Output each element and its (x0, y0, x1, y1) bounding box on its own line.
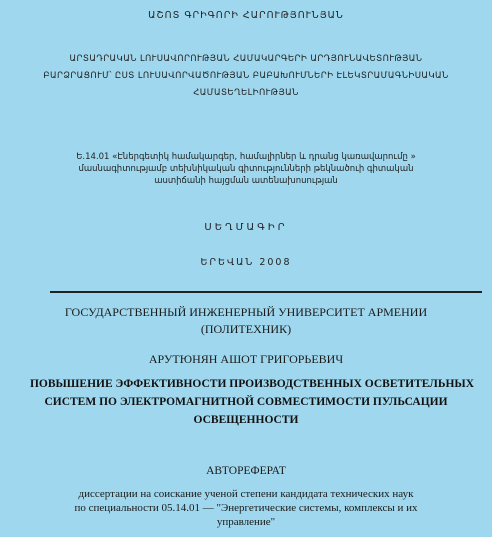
armenian-specialty-line-3: աստիճանի հայցման ատենախոսության (154, 176, 338, 186)
armenian-doc-type: ՍԵՂՄԱԳԻՐ (204, 222, 288, 233)
russian-title-line-3: ОСВЕЩЕННОСТИ (193, 414, 299, 426)
section-divider (50, 291, 482, 293)
russian-university-line-1: ГОСУДАРСТВЕННЫЙ ИНЖЕНЕРНЫЙ УНИВЕРСИТЕТ АРМЕНИИ (64, 305, 428, 319)
russian-university-line-2: (ПОЛИТЕХНИК) (200, 322, 292, 336)
russian-dissertation-line-3: управление" (216, 516, 276, 528)
russian-title-line-2: СИСТЕМ ПО ЭЛЕКТРОМАГНИТНОЙ СОВМЕСТИМОСТИ ПУЛЬСАЦИИ (44, 396, 448, 408)
russian-dissertation-line-1: диссертации на соискание ученой степени кандидата технических наук (78, 488, 414, 500)
armenian-title-line-2: ԲԱՐՁՐԱՑՈՒՄ՝ ԸՍՏ ԼՈՒՍԱՎՈՐՎԱԾՈՒԹՅԱՆ ԲԱԲԱԽՈՒՄՆԵՐԻ ԷԼԵԿՏՐԱՄԱԳՆԻՍԱԿԱՆ (43, 71, 449, 81)
russian-title-line-1: ПОВЫШЕНИЕ ЭФФЕКТИВНОСТИ ПРОИЗВОДСТВЕННЫХ ОСВЕТИТЕЛЬНЫХ (29, 378, 475, 390)
armenian-title-line-1: ԱՐՏԱԴՐԱԿԱՆ ԼՈՒՍԱՎՈՐՈՒԹՅԱՆ ՀԱՄԱԿԱՐԳԵՐԻ ԱՐԴՅՈՒՆԱՎԵՏՈՒԹՅԱՆ (69, 54, 423, 64)
armenian-specialty-line-2: մասնագիտությամբ տեխնիկական գիտությունների թեկնածուի գիտական (78, 164, 414, 174)
russian-doc-type: АВТОРЕФЕРАТ (206, 465, 286, 477)
russian-author: АРУТЮНЯН АШОТ ГРИГОРЬЕВИЧ (148, 352, 344, 366)
armenian-author: ԱՇՈՏ ԳՐԻԳՈՐԻ ՀԱՐՈՒԹՅՈՒՆՅԱՆ (148, 10, 344, 21)
russian-dissertation-line-2: по специальности 05.14.01 — "Энергетические системы, комплексы и их (74, 502, 418, 514)
armenian-specialty-line-1: Ե.14.01 «Էներգետիկ համակարգեր, համալիրներ և դրանց կառավարումը » (76, 152, 416, 162)
armenian-title-line-3: ՀԱՄԱՏԵՂԵԼԻՈՒԹՅԱՆ (193, 88, 299, 98)
armenian-place-year: ԵՐԵՎԱՆ 2008 (200, 257, 292, 268)
